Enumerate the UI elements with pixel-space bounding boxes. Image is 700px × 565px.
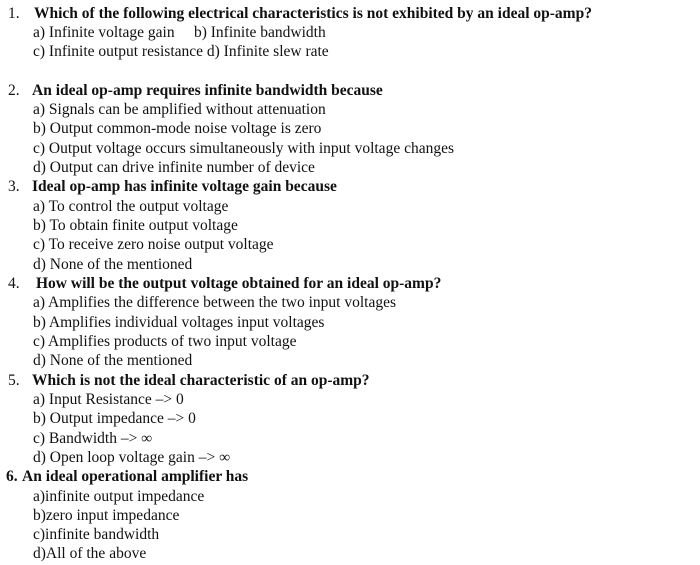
option-d: d)All of the above [33,545,147,562]
question-5 [8,371,370,390]
question-1 [8,4,592,23]
option-line: c) Infinite output resistance d) Infinite slew rate [33,43,329,60]
question-number: 6. [6,468,18,485]
option-b: b) Amplifies individual voltages input voltages [33,314,325,331]
question-4 [8,274,442,293]
question-text: An ideal op-amp requires infinite bandwidth because [32,82,383,99]
question-3 [8,177,337,196]
option-b: b)zero input impedance [33,507,180,524]
question-number: 4. [8,275,20,292]
question-number: 2. [8,82,20,99]
option-b: b) Output impedance –> 0 [33,410,196,427]
option-a: a) Signals can be amplified without attenuation [33,101,326,118]
option-b: b) Output common-mode noise voltage is zero [33,120,322,137]
option-c: c) Amplifies products of two input voltage [33,333,297,350]
option-d: d) Open loop voltage gain –> ∞ [33,449,231,466]
option-c: c) Bandwidth –> ∞ [33,430,153,447]
question-text: How will be the output voltage obtained for an ideal op-amp? [36,275,442,292]
question-number: 3. [8,178,20,195]
question-text: Which is not the ideal characteristic of an op-amp? [32,372,370,389]
option-d: d) None of the mentioned [33,352,193,369]
option-line: a) Infinite voltage gain b) Infinite bandwidth [33,24,326,41]
question-number: 5. [8,372,20,389]
option-c: c) To receive zero noise output voltage [33,236,274,253]
option-b: b) To obtain finite output voltage [33,217,238,234]
question-text: Which of the following electrical characteristics is not exhibited by an ideal op-amp? [34,5,592,22]
option-d: d) Output can drive infinite number of device [33,159,315,176]
option-a: a) Amplifies the difference between the two input voltages [33,294,396,311]
option-c: c)infinite bandwidth [33,526,160,543]
question-number: 1. [8,5,20,22]
option-a: a)infinite output impedance [33,488,205,505]
option-a: a) To control the output voltage [33,198,229,215]
option-a: a) Input Resistance –> 0 [33,391,184,408]
question-2 [8,81,383,100]
option-c: c) Output voltage occurs simultaneously with input voltage changes [33,140,454,157]
option-d: d) None of the mentioned [33,256,193,273]
question-text: Ideal op-amp has infinite voltage gain because [32,178,337,195]
question-6 [6,467,249,486]
question-text: An ideal operational amplifier has [22,468,249,485]
